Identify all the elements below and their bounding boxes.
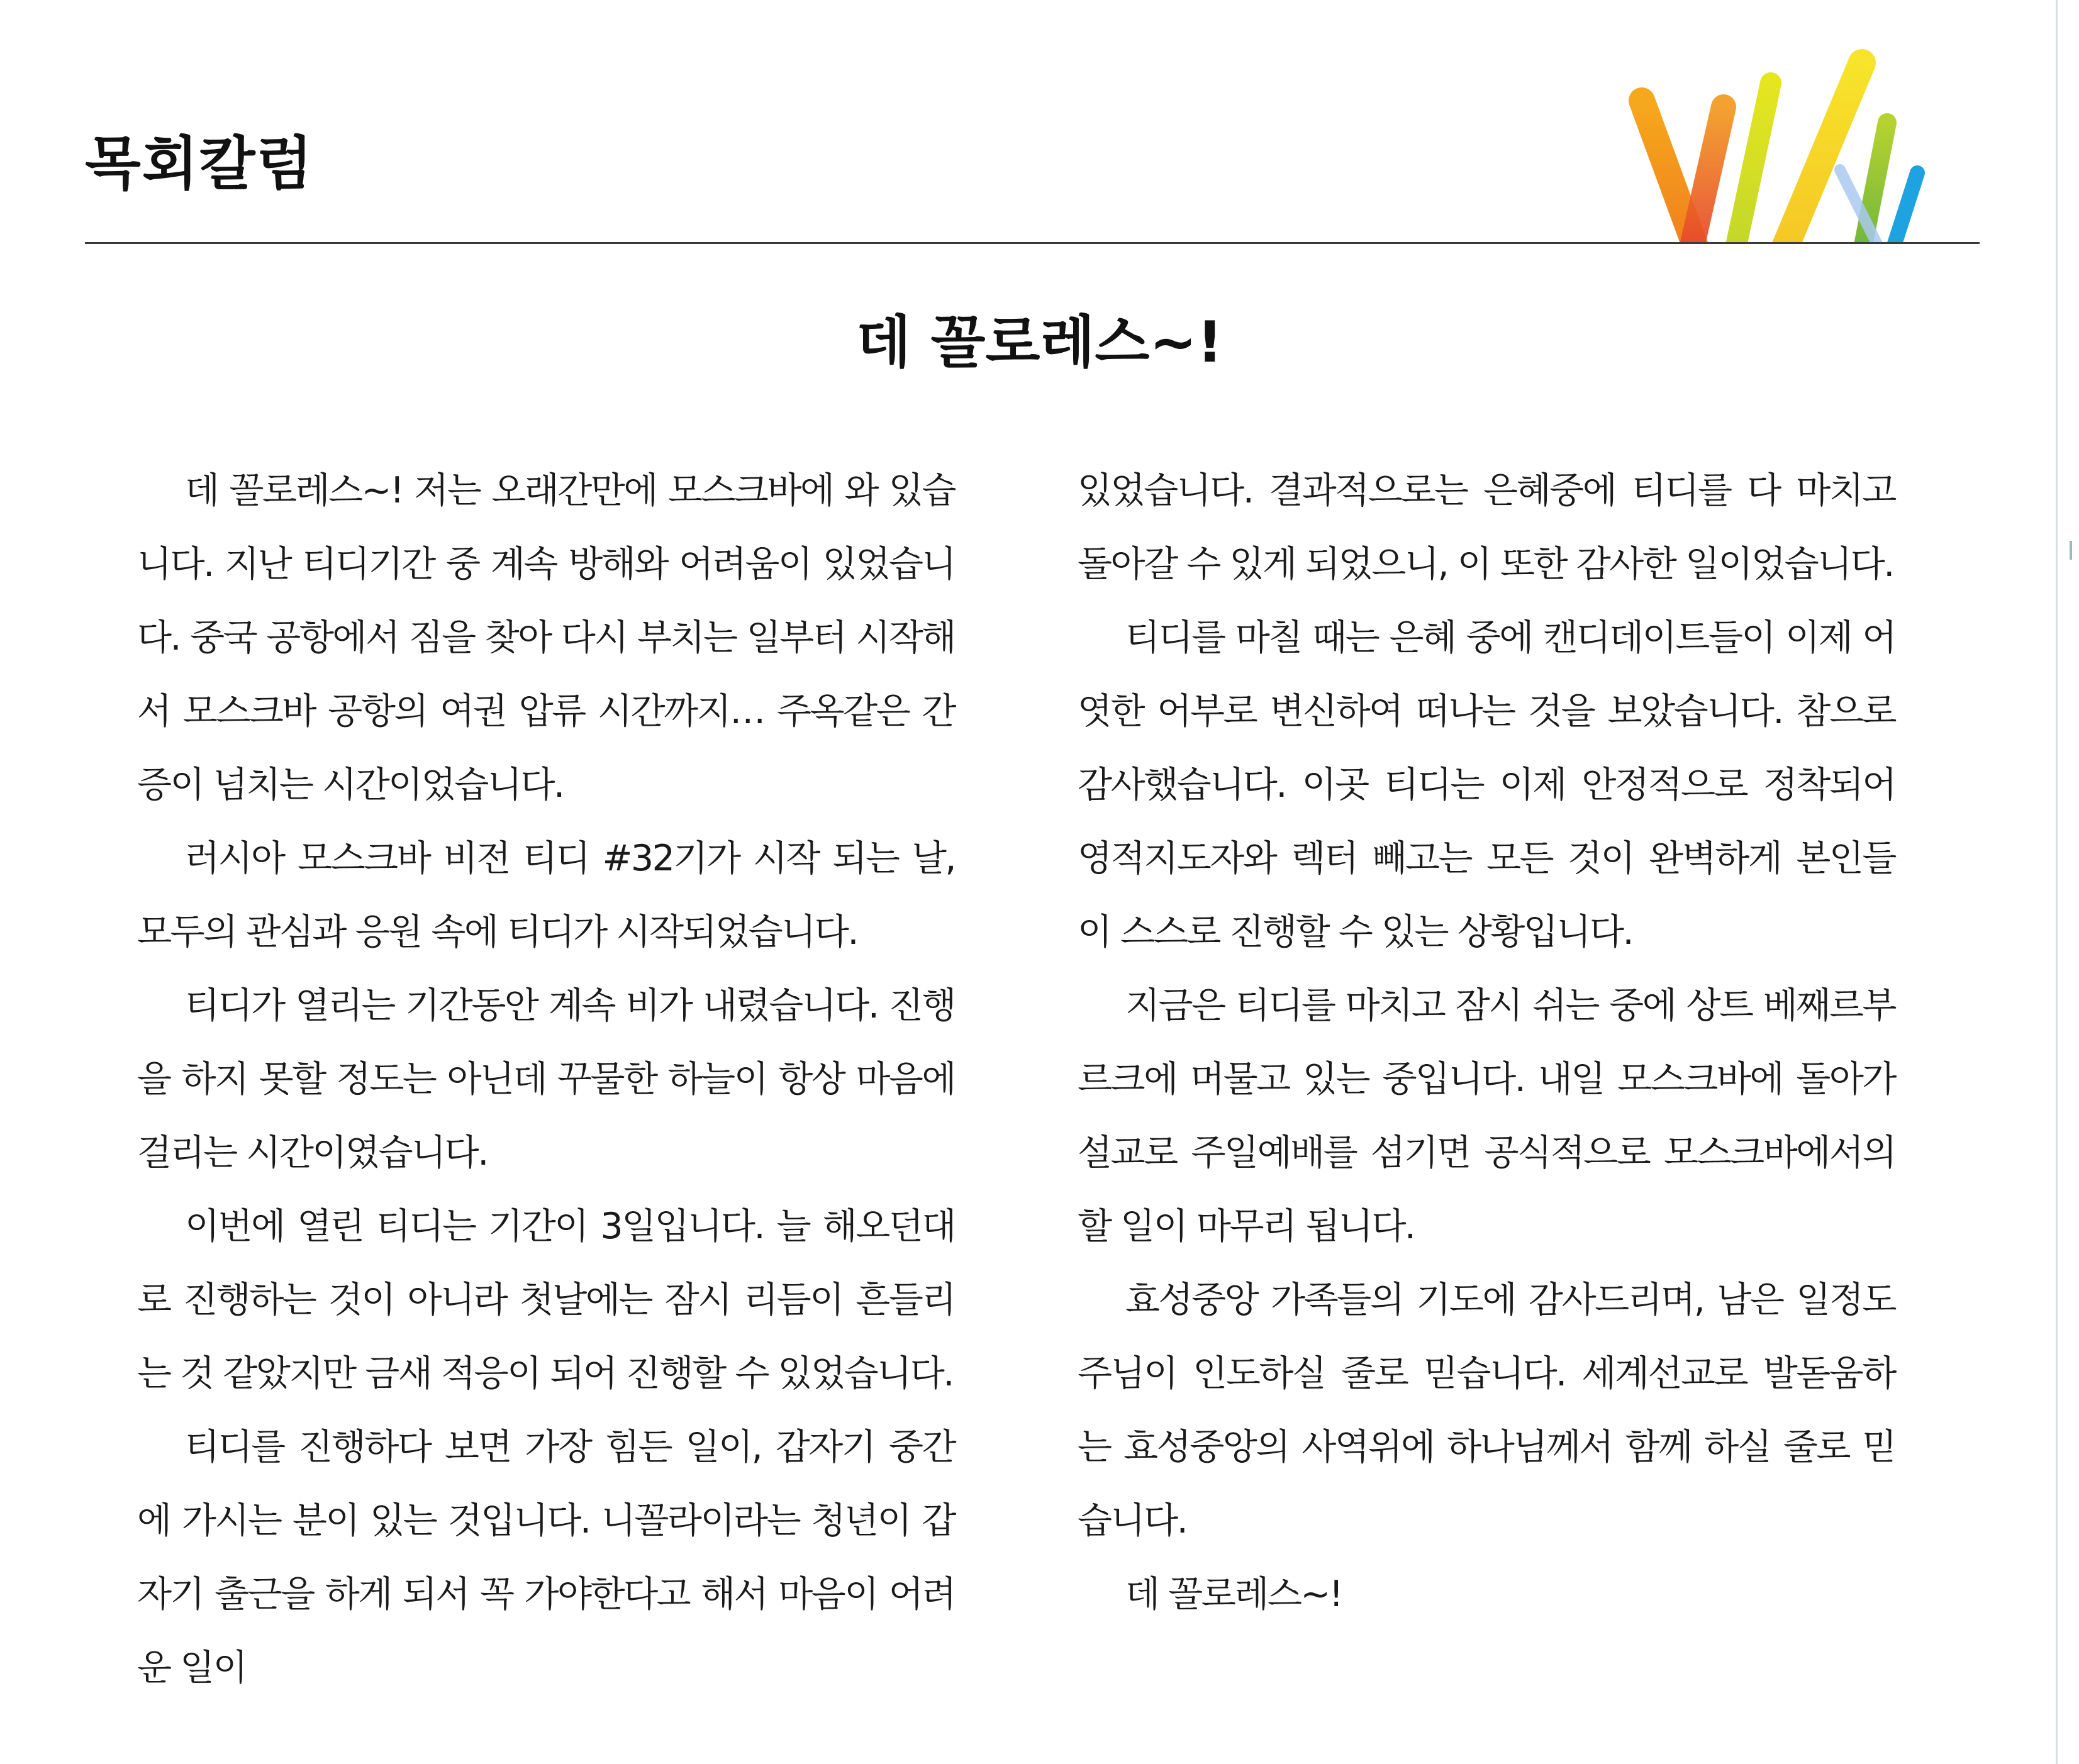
paragraph: 티디를 진행하다 보면 가장 힘든 일이, 갑자기 중간에 가시는 분이 있는 것입니다. 니꼴라이라는 청년이 갑자기 출근을 하게 되서 꼭 가야한다고 해서 마음이 어려운 일이 <box>137 1426 956 1689</box>
section-title: 목회칼럼 <box>85 130 314 197</box>
header-divider <box>85 242 1980 244</box>
paragraph: 티디를 마칠 때는 은혜 중에 캔디데이트들이 이제 어엿한 어부로 변신하여 떠나는 것을 보았습니다. 참으로 감사했습니다. 이곳 티디는 이제 안정적으로 정착되어 영적지도자와 렉터 빼고는 모든 것이 완벽하게 본인들이 스스로 진행할 수 있는 상황입니다. <box>1078 617 1895 953</box>
article-column-right <box>1078 454 1895 1631</box>
colorful-stripes-logo-icon <box>1623 44 1950 242</box>
paragraph: 데 꼴로레스~! 저는 오래간만에 모스크바에 와 있습니다. 지난 티디기간 중 계속 방해와 어려움이 있었습니다. 중국 공항에서 짐을 찾아 다시 부치는 일부터 시작해서 모스크바 공항의 여권 압류 시간까지… 주옥같은 간증이 넘치는 시간이었습니다. <box>137 470 955 806</box>
closing-line: 데 꼴로레스~! <box>1125 1573 1342 1615</box>
paragraph-continued: 있었습니다. 결과적으로는 은혜중에 티디를 다 마치고 돌아갈 수 있게 되었으니, 이 또한 감사한 일이었습니다. <box>1078 470 1895 585</box>
page-edge-mark <box>2070 541 2072 560</box>
paragraph: 러시아 모스크바 비전 티디 #32기가 시작 되는 날, 모두의 관심과 응원 속에 티디가 시작되었습니다. <box>137 838 955 953</box>
paragraph: 이번에 열린 티디는 기간이 3일입니다. 늘 해오던대로 진행하는 것이 아니라 첫날에는 잠시 리듬이 흔들리는 것 같았지만 금새 적응이 되어 진행할 수 있었습니다. <box>137 1206 955 1394</box>
paragraph: 효성중앙 가족들의 기도에 감사드리며, 남은 일정도 주님이 인도하실 줄로 믿습니다. 세계선교로 발돋움하는 효성중앙의 사역위에 하나님께서 함께 하실 줄로 믿습니다. <box>1078 1279 1895 1541</box>
page-edge-divider <box>2056 0 2058 1764</box>
paragraph: 티디가 열리는 기간동안 계속 비가 내렸습니다. 진행을 하지 못할 정도는 아닌데 꾸물한 하늘이 항상 마음에 걸리는 시간이였습니다. <box>137 985 955 1173</box>
paragraph: 지금은 티디를 마치고 잠시 쉬는 중에 상트 베째르부르크에 머물고 있는 중입니다. 내일 모스크바에 돌아가 설교로 주일예배를 섬기면 공식적으로 모스크바에서의 할 일이 마무리 됩니다. <box>1078 985 1895 1247</box>
article-title: 데 꼴로레스~! <box>856 309 1223 375</box>
article-column-left <box>137 454 955 1705</box>
